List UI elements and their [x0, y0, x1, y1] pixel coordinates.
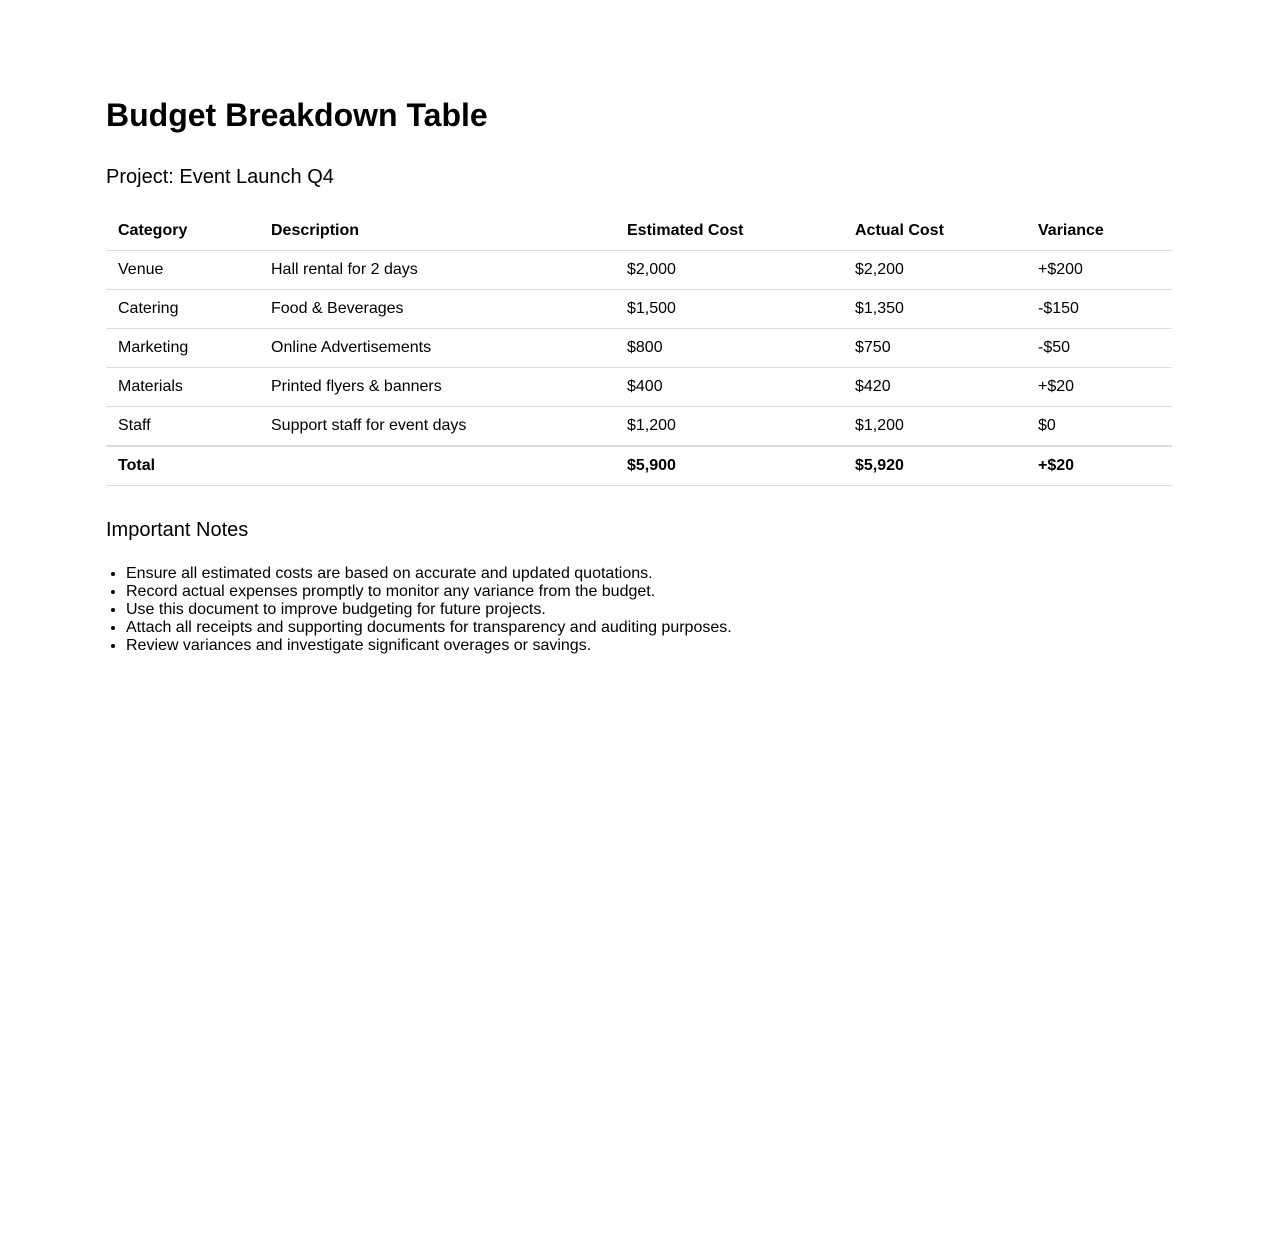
list-item: • Ensure all estimated costs are based on accurate and updated quotations. [126, 565, 732, 583]
cell-variance: -$50 [1026, 329, 1172, 368]
cell-description: Food & Beverages [259, 290, 615, 329]
total-variance: +$20 [1026, 446, 1172, 486]
cell-category: Catering [106, 290, 259, 329]
cell-category: Marketing [106, 329, 259, 368]
cell-estimated-cost: $400 [615, 368, 843, 407]
cell-variance: -$150 [1026, 290, 1172, 329]
cell-actual-cost: $420 [843, 368, 1026, 407]
cell-estimated-cost: $1,200 [615, 407, 843, 447]
total-row [106, 446, 1172, 486]
cell-actual-cost: $1,350 [843, 290, 1026, 329]
total-description [259, 446, 615, 486]
cell-category: Staff [106, 407, 259, 447]
total-actual-cost: $5,920 [843, 446, 1026, 486]
notes-heading: Important Notes [106, 519, 249, 541]
notes-list [106, 565, 732, 655]
cell-variance: +$200 [1026, 251, 1172, 290]
table-row [106, 329, 1172, 368]
list-item: • Record actual expenses promptly to monitor any variance from the budget. [126, 583, 732, 601]
list-item: • Review variances and investigate significant overages or savings. [126, 637, 732, 655]
total-label: Total [106, 446, 259, 486]
header-variance: Variance [1026, 212, 1172, 251]
cell-actual-cost: $1,200 [843, 407, 1026, 447]
total-estimated-cost: $5,900 [615, 446, 843, 486]
cell-description: Printed flyers & banners [259, 368, 615, 407]
cell-description: Hall rental for 2 days [259, 251, 615, 290]
list-item: • Use this document to improve budgeting for future projects. [126, 601, 732, 619]
cell-actual-cost: $750 [843, 329, 1026, 368]
cell-estimated-cost: $800 [615, 329, 843, 368]
table-header-row [106, 212, 1172, 251]
cell-variance: $0 [1026, 407, 1172, 447]
cell-estimated-cost: $1,500 [615, 290, 843, 329]
table-row [106, 290, 1172, 329]
list-item: • Attach all receipts and supporting documents for transparency and auditing purposes. [126, 619, 732, 637]
cell-estimated-cost: $2,000 [615, 251, 843, 290]
header-description: Description [259, 212, 615, 251]
budget-table [106, 212, 1172, 486]
table-row [106, 368, 1172, 407]
cell-description: Support staff for event days [259, 407, 615, 447]
cell-description: Online Advertisements [259, 329, 615, 368]
cell-actual-cost: $2,200 [843, 251, 1026, 290]
project-subtitle: Project: Event Launch Q4 [106, 166, 334, 188]
header-category: Category [106, 212, 259, 251]
cell-category: Venue [106, 251, 259, 290]
page-title: Budget Breakdown Table [106, 97, 488, 133]
table-row [106, 407, 1172, 447]
header-actual-cost: Actual Cost [843, 212, 1026, 251]
cell-category: Materials [106, 368, 259, 407]
header-estimated-cost: Estimated Cost [615, 212, 843, 251]
table-row [106, 251, 1172, 290]
cell-variance: +$20 [1026, 368, 1172, 407]
